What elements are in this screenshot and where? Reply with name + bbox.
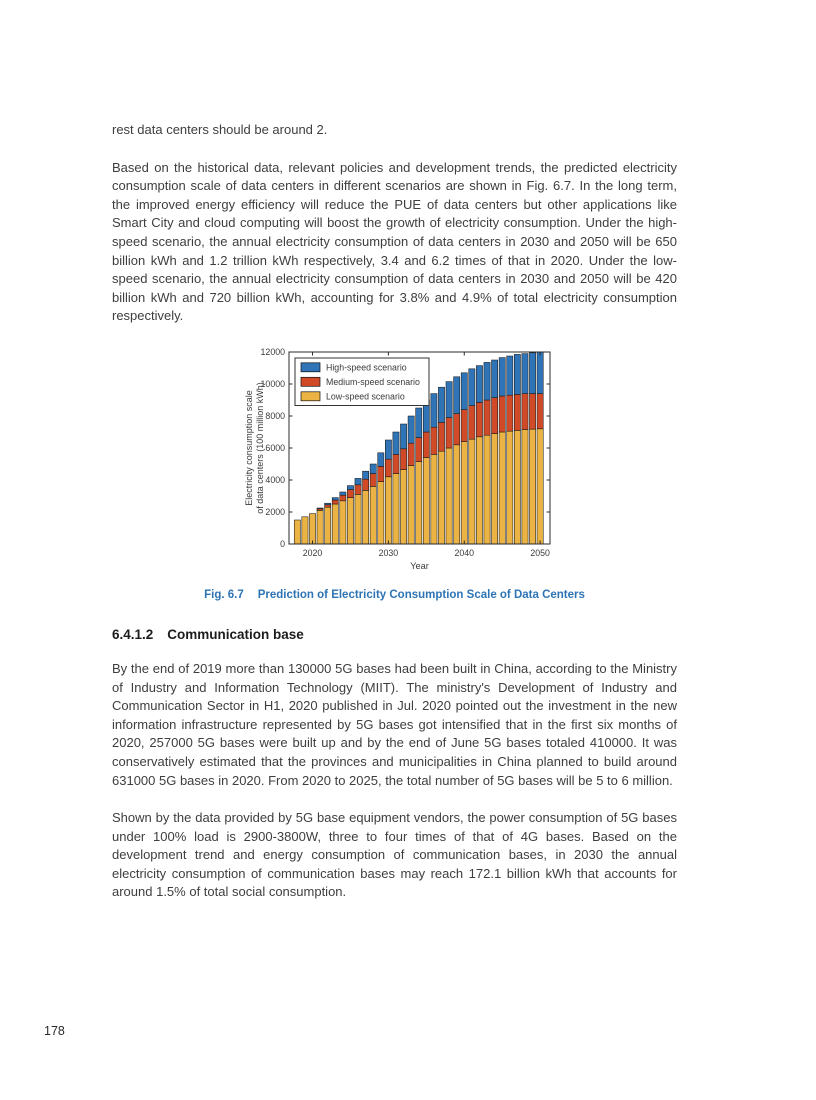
legend-label-1: High-speed scenario <box>326 362 407 373</box>
figure-6-7 <box>112 345 677 601</box>
section-heading <box>112 627 677 642</box>
text-column <box>112 121 677 921</box>
section-number: 6.4.1.2 <box>112 626 154 642</box>
svg-text:8000: 8000 <box>265 410 285 421</box>
paragraph-1: rest data centers should be around 2. <box>112 122 328 137</box>
svg-text:2050: 2050 <box>530 547 550 558</box>
legend-swatch-3 <box>301 392 320 401</box>
paragraph-3: By the end of 2019 more than 130000 5G bases had been built in China, according to the Ministry of Industry and Information Technology (MIIT). The ministry's Development of Industry and Communication Sector in H1, 2020 published in Jul. 2020 pointed out the investment in the new information infrastructure represented by 5G bases got intensified that in the first six months of 2020, 257000 5G bases were built up and by the end of June 5G bases totaled 410000. It was conservatively estimated that the provinces and municipalities in China planned to build around 631000 5G bases in 2020. From 2020 to 2025, the total number of 5G bases will be 5 to 6 million. <box>112 660 677 788</box>
svg-text:10000: 10000 <box>260 378 285 389</box>
svg-text:2000: 2000 <box>265 506 285 517</box>
svg-text:2040: 2040 <box>454 547 475 558</box>
svg-text:2030: 2030 <box>378 547 399 558</box>
figure-label: Fig. 6.7 <box>204 588 244 601</box>
y-axis-label-line-1: Electricity consumption scale <box>244 390 254 506</box>
figure-caption <box>112 589 677 601</box>
chart-container <box>243 345 677 577</box>
svg-text:4000: 4000 <box>265 474 285 485</box>
legend-swatch-2 <box>301 377 320 386</box>
x-axis-label: Year <box>410 560 429 571</box>
svg-text:6000: 6000 <box>265 442 285 453</box>
svg-text:0: 0 <box>280 538 285 549</box>
svg-text:2020: 2020 <box>302 547 323 558</box>
paragraph-4: Shown by the data provided by 5G base equipment vendors, the power consumption of 5G bases under 100% load is 2900-3800W, three to four times of that of 4G bases. Based on the development trend and energy consumption of communication bases, in 2030 the annual electricity consumption of communication bases may reach 172.1 billion kWh that accounts for around 1.5% of total social consumption. <box>112 810 677 900</box>
paragraph-2: Based on the historical data, relevant policies and development trends, the predicted electricity consumption scale of data centers in different scenarios are shown in Fig. 6.7. In the long term, the improved energy efficiency will reduce the PUE of data centers but other applications like Smart City and cloud computing will boost the growth of electricity consumption. Under the high-speed scenario, the annual electricity consumption of data centers in 2030 and 2050 will be 650 billion kWh and 1.2 trillion kWh respectively, 3.4 and 6.2 times of that in 2020. Under the low-speed scenario, the annual electricity consumption of data centers in 2030 and 2050 will be 420 billion kWh and 720 billion kWh, accounting for 3.8% and 4.9% of total electricity consumption respectively. <box>112 159 677 324</box>
page-number: 178 <box>44 1024 65 1038</box>
svg-text:12000: 12000 <box>260 346 285 357</box>
section-title: Communication base <box>167 626 304 642</box>
figure-title: Prediction of Electricity Consumption Scale of Data Centers <box>257 588 585 601</box>
legend-swatch-1 <box>301 363 320 372</box>
chart-legend <box>295 358 429 406</box>
legend-label-3: Low-speed scenario <box>326 391 405 402</box>
y-axis-label-line-2: of data centers (100 million kWh) <box>255 382 265 514</box>
electricity-consumption-chart <box>243 345 563 577</box>
legend-label-2: Medium-speed scenario <box>326 376 420 387</box>
